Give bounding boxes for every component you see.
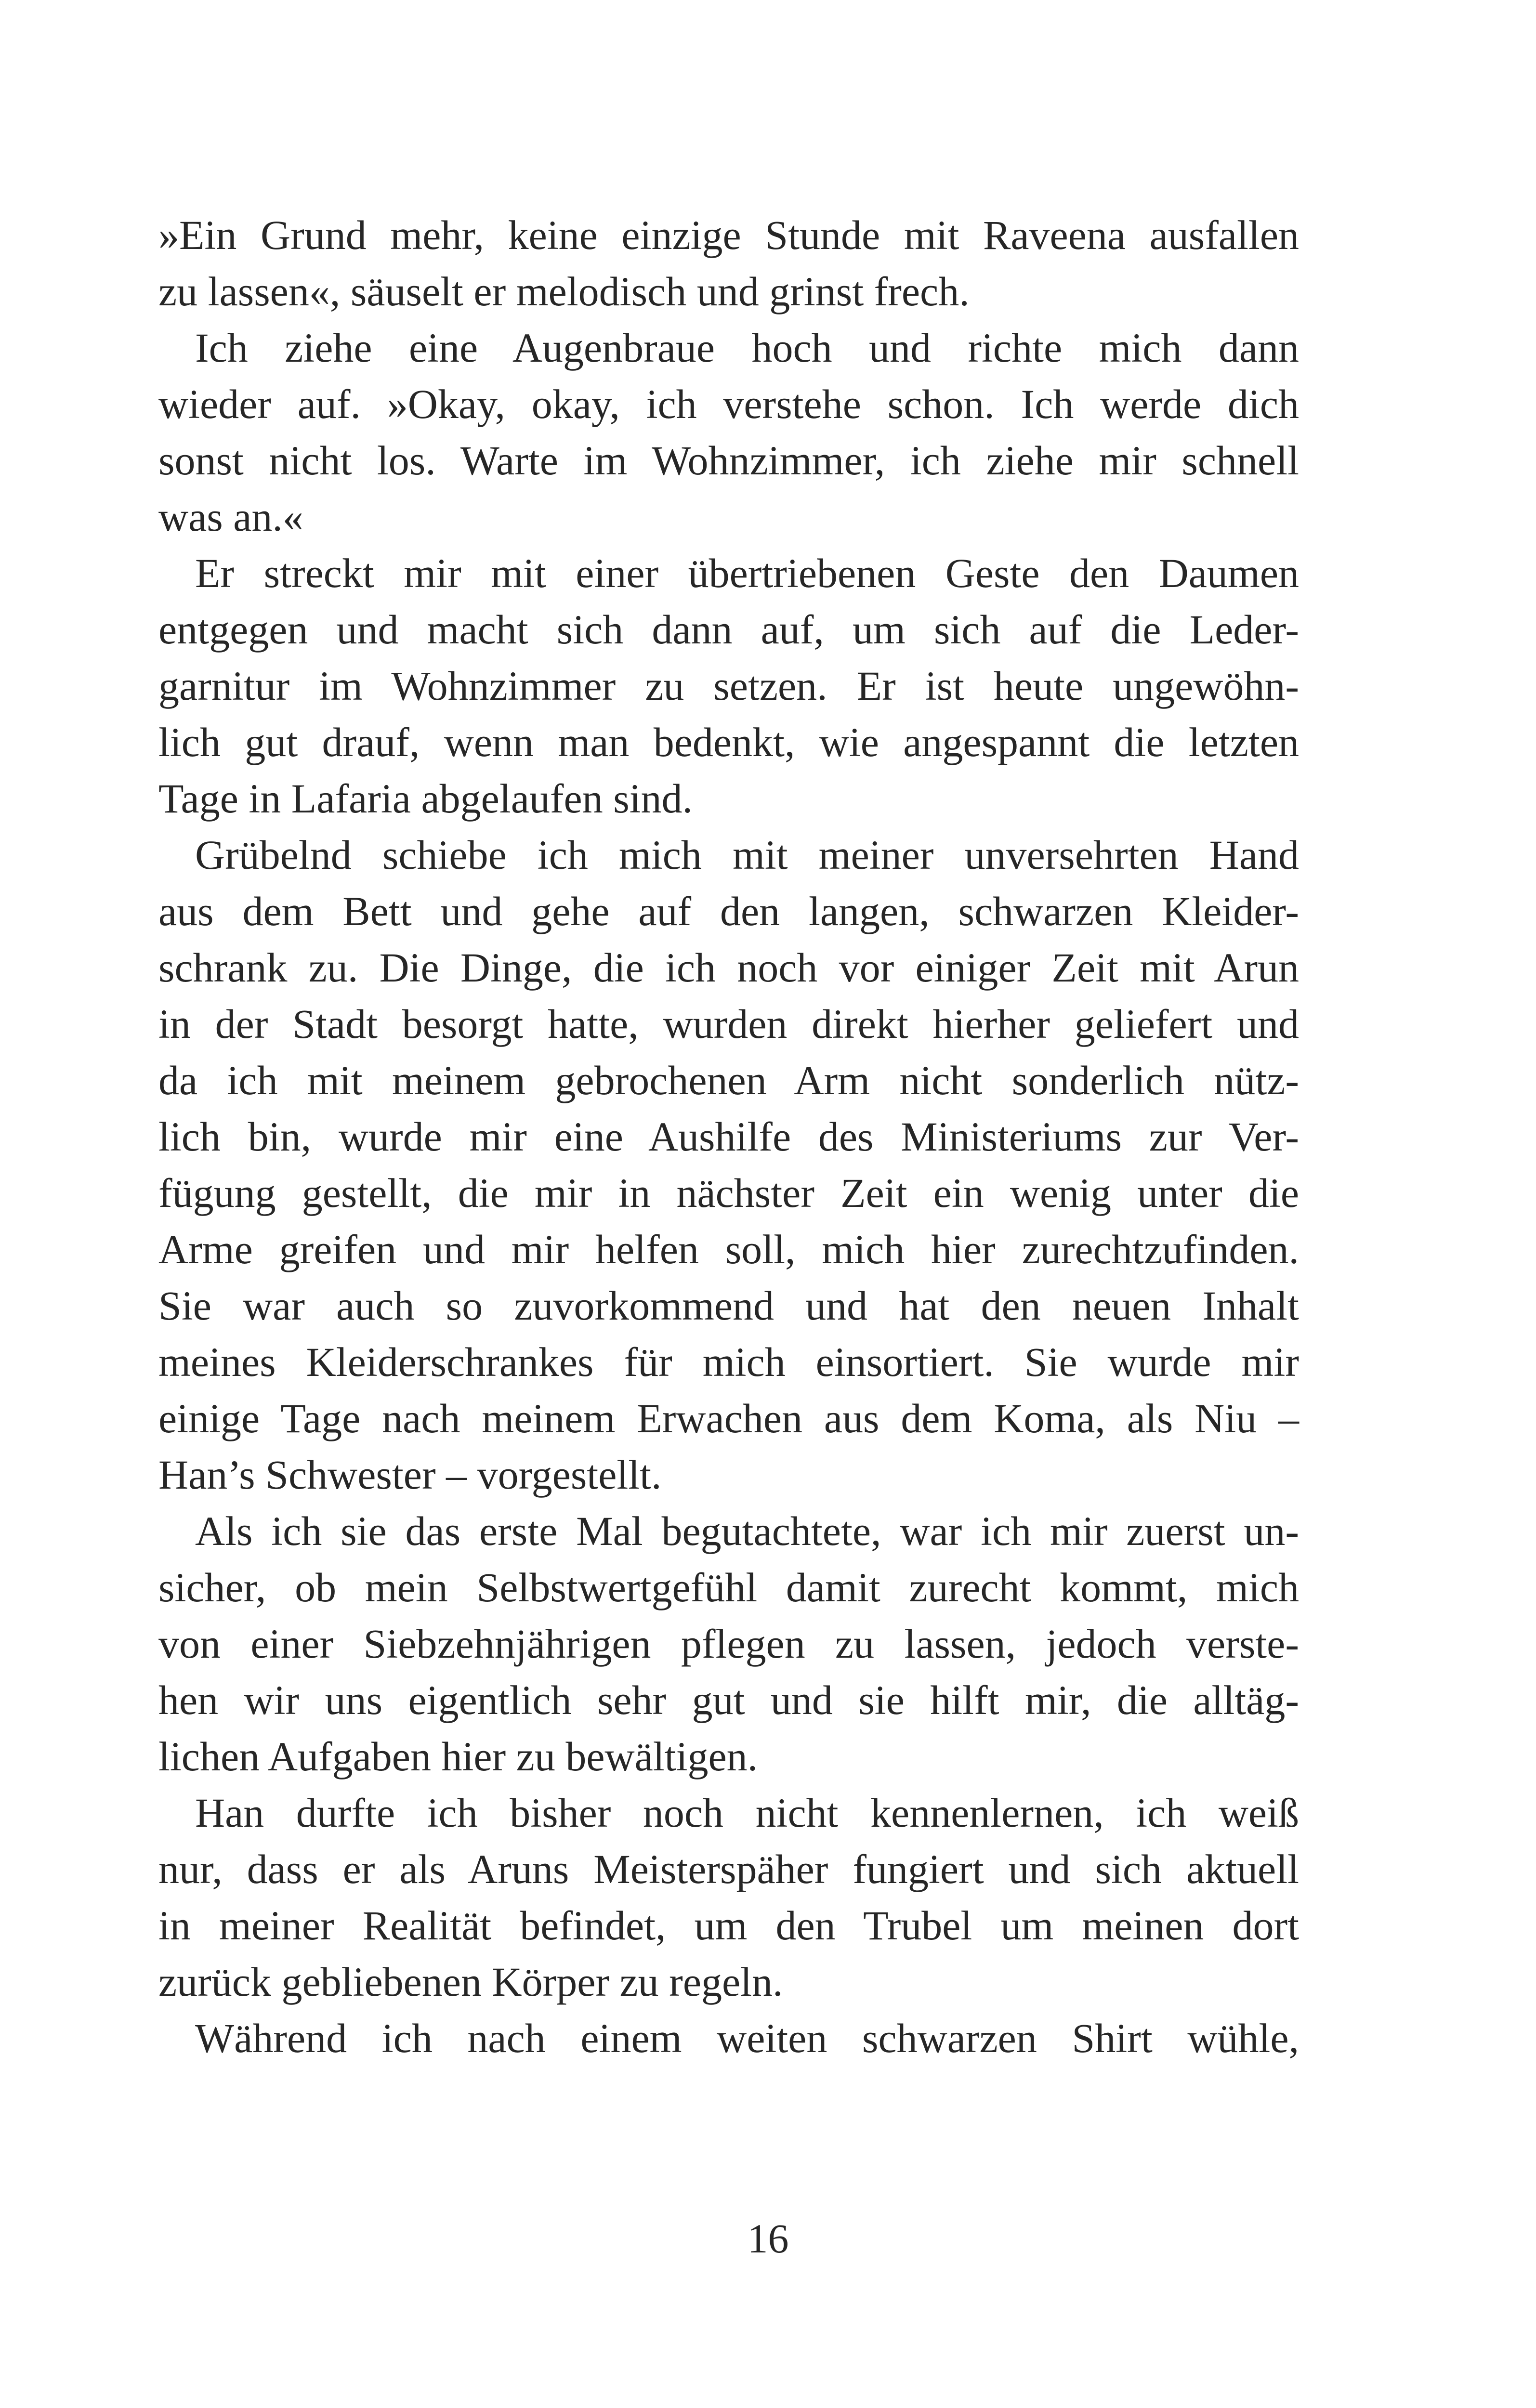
text-line: von einer Siebzehnjährigen pflegen zu lassen, jedoch verste-	[158, 1621, 1299, 1667]
text-line: Han’s Schwester – vorgestellt.	[158, 1452, 662, 1498]
text-line: Han durfte ich bisher noch nicht kennenlernen, ich weiß	[195, 1790, 1299, 1836]
text-line: entgegen und macht sich dann auf, um sich auf die Leder-	[158, 606, 1299, 653]
text-line: Tage in Lafaria abgelaufen sind.	[158, 775, 693, 822]
text-line: »Ein Grund mehr, keine einzige Stunde mit Raveena ausfallen	[158, 212, 1299, 258]
text-line: schrank zu. Die Dinge, die ich noch vor einiger Zeit mit Arun	[158, 944, 1299, 991]
text-line: zurück gebliebenen Körper zu regeln.	[158, 1959, 783, 2005]
text-line: lich gut drauf, wenn man bedenkt, wie angespannt die letzten	[158, 719, 1299, 765]
text-line: einige Tage nach meinem Erwachen aus dem Koma, als Niu –	[158, 1395, 1299, 1441]
text-line: Als ich sie das erste Mal begutachtete, war ich mir zuerst un-	[195, 1508, 1299, 1554]
text-line: wieder auf. »Okay, okay, ich verstehe schon. Ich werde dich	[158, 381, 1299, 427]
text-line: aus dem Bett und gehe auf den langen, schwarzen Kleider-	[158, 888, 1299, 934]
text-line: sicher, ob mein Selbstwertgefühl damit zurecht kommt, mich	[158, 1564, 1299, 1610]
text-line: Ich ziehe eine Augenbraue hoch und richte mich dann	[195, 325, 1299, 371]
text-line: Sie war auch so zuvorkommend und hat den neuen Inhalt	[158, 1283, 1299, 1329]
page-number: 16	[747, 2215, 789, 2262]
text-line: Arme greifen und mir helfen soll, mich hier zurechtzufinden.	[158, 1226, 1299, 1272]
text-line: lichen Aufgaben hier zu bewältigen.	[158, 1733, 758, 1780]
text-line: hen wir uns eigentlich sehr gut und sie hilft mir, die alltäg-	[158, 1677, 1299, 1723]
text-line: in meiner Realität befindet, um den Trubel um meinen dort	[158, 1902, 1299, 1949]
text-line: zu lassen«, säuselt er melodisch und grinst frech.	[158, 268, 970, 314]
text-line: Er streckt mir mit einer übertriebenen Geste den Daumen	[195, 550, 1299, 596]
text-line: nur, dass er als Aruns Meisterspäher fungiert und sich aktuell	[158, 1846, 1299, 1892]
text-line: garnitur im Wohnzimmer zu setzen. Er ist heute ungewöhn-	[158, 663, 1299, 709]
text-line: in der Stadt besorgt hatte, wurden direkt hierher geliefert und	[158, 1001, 1299, 1047]
text-line: Grübelnd schiebe ich mich mit meiner unversehrten Hand	[195, 832, 1299, 878]
text-line: sonst nicht los. Warte im Wohnzimmer, ich ziehe mir schnell	[158, 437, 1299, 484]
text-line: Während ich nach einem weiten schwarzen Shirt wühle,	[195, 2015, 1299, 2061]
text-line: fügung gestellt, die mir in nächster Zeit ein wenig unter die	[158, 1170, 1299, 1216]
text-line: da ich mit meinem gebrochenen Arm nicht sonderlich nütz-	[158, 1057, 1299, 1103]
text-line: lich bin, wurde mir eine Aushilfe des Ministeriums zur Ver-	[158, 1113, 1299, 1160]
body-text	[158, 207, 1299, 2067]
text-line: meines Kleiderschrankes für mich einsortiert. Sie wurde mir	[158, 1339, 1299, 1385]
text-line: was an.«	[158, 494, 303, 540]
